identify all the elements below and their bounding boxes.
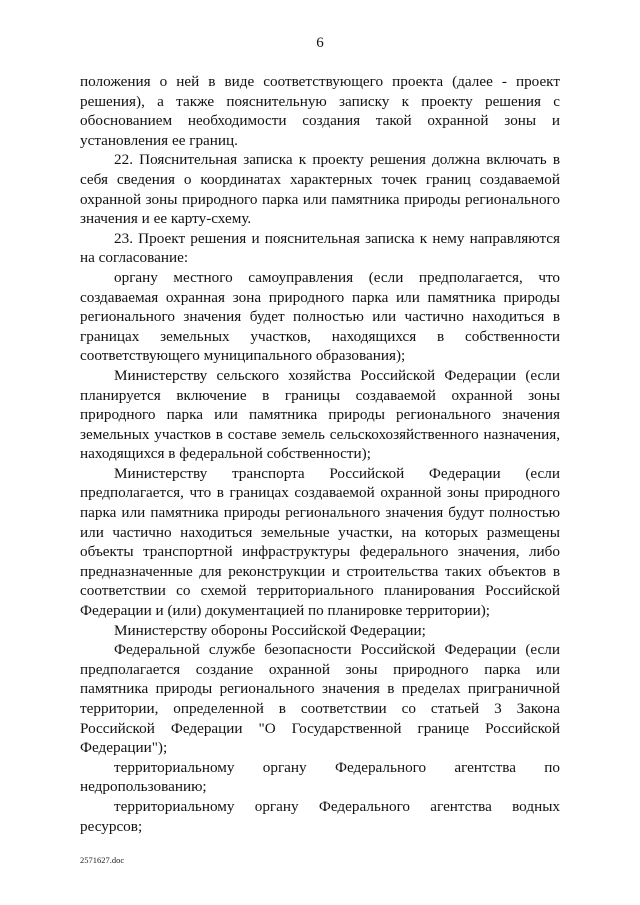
list-item-subsoil-agency: территориальному органу Федерального агентства по недропользованию;: [80, 758, 560, 796]
list-item-ministry-defense: Министерству обороны Российской Федерации;: [114, 621, 426, 639]
document-footer: 2571627.doc: [80, 855, 125, 865]
list-item-ministry-transport: Министерству транспорта Российской Федерации (если предполагается, что в границах создаваемой охранной зоны природного парка или памятника природы регионального значения будут полностью или частично находиться земельные участки, на которых размещены объекты транспортной инфраструктуры федерального значения, либо предназначенные для реконструкции и строительства таких объектов в соответствии со схемой территориального планирования Российской Федерации и (или) документацией по планировке территории);: [80, 464, 560, 620]
paragraph-continuation: положения о ней в виде соответствующего проекта (далее - проект решения), а также пояснительную записку к проекту решения с обоснованием необходимости создания такой охранной зоны и установления ее границ.: [80, 73, 560, 149]
paragraph-22: 22. Пояснительная записка к проекту решения должна включать в себя сведения о координатах характерных точек границ создаваемой охранной зоны природного парка или памятника природы регионального значения и ее карту-схему.: [80, 151, 560, 228]
list-item-local-government: органу местного самоуправления (если предполагается, что создаваемая охранная зона природного парка или памятника природы регионального значения будет полностью или частично находиться в границах земельных участков, находящихся в собственности соответствующего муниципального образования);: [80, 268, 560, 365]
document-body: [80, 72, 560, 836]
list-item-federal-security-service: Федеральной службе безопасности Российской Федерации (если предполагается создание охранной зоны природного парка или памятника природы регионального значения в пределах приграничной территории, определенной в соответствии со статьей 3 Закона Российской Федерации "О Государственной границе Российской Федерации");: [80, 641, 560, 757]
list-item-water-resources-agency: территориальному органу Федерального агентства водных ресурсов;: [80, 797, 560, 835]
page-number: 6: [316, 35, 324, 51]
list-item-ministry-agriculture: Министерству сельского хозяйства Российской Федерации (если планируется включение в границы создаваемой охранной зоны природного парка или памятника природы регионального значения земельных участков в составе земель сельскохозяйственного назначения, находящихся в федеральной собственности);: [80, 366, 560, 463]
paragraph-23: 23. Проект решения и пояснительная записка к нему направляются на согласование:: [80, 229, 560, 267]
